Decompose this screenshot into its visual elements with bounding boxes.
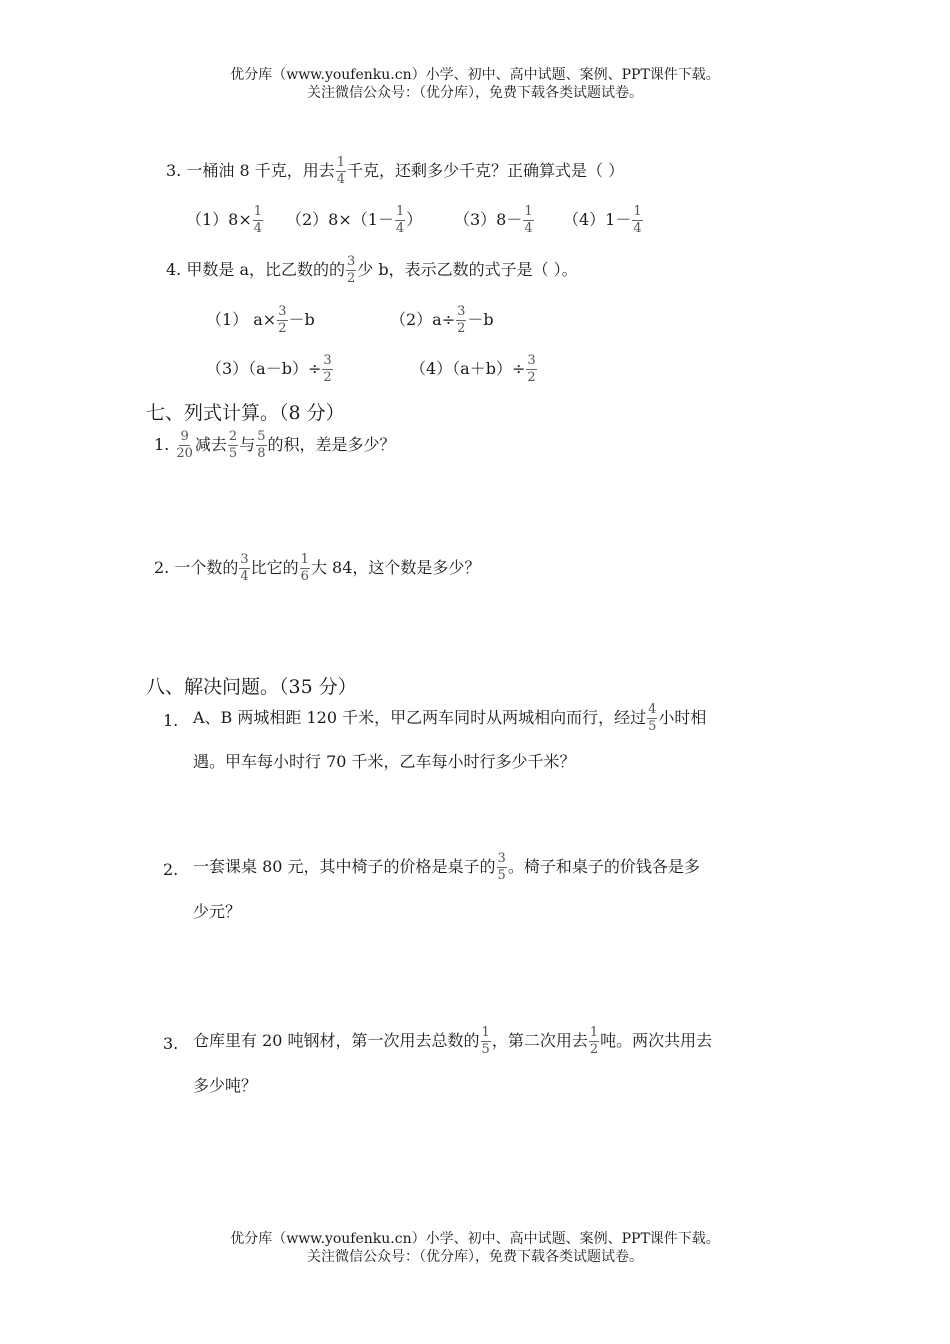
option-text: （3）（a－b）÷	[206, 359, 322, 378]
option-text: （4）（a＋b）÷	[410, 359, 526, 378]
problem-text: ，第二次用去	[491, 1031, 588, 1050]
section-8-problem-3-line-2: 多少吨？	[193, 1076, 258, 1095]
question-3	[166, 156, 624, 187]
fraction	[523, 205, 533, 236]
section-8-title: 八、解决问题。（35 分）	[146, 676, 357, 698]
fraction-denominator: 5	[228, 446, 238, 461]
question-3-option-3	[454, 205, 535, 236]
fraction-numerator: 1	[253, 204, 263, 219]
fraction-numerator: 1	[524, 204, 533, 219]
footer-line-1: 优分库（www.youfenku.cn）小学、初中、高中试题、案例、PPT课件下载。	[230, 1231, 720, 1247]
question-4-option-3	[206, 354, 334, 385]
fraction-denominator: 2	[278, 321, 287, 336]
fraction	[300, 553, 310, 584]
fraction-numerator: 3	[497, 851, 506, 866]
fraction-denominator: 2	[527, 370, 536, 385]
fraction	[395, 205, 405, 236]
option-text: ）	[406, 210, 423, 229]
fraction	[228, 430, 238, 461]
problem-text: 与	[239, 435, 256, 454]
question-4-text-post: 少 b，表示乙数的式子是（ ）。	[357, 260, 578, 279]
question-3-option-1	[186, 205, 264, 236]
fraction-numerator: 1	[395, 204, 405, 219]
problem-number: 2.	[163, 860, 179, 879]
fraction-numerator: 1	[336, 155, 345, 170]
fraction	[589, 1026, 599, 1057]
fraction-numerator: 3	[527, 353, 536, 368]
fraction-denominator: 2	[323, 370, 332, 385]
option-text: －b	[288, 310, 315, 329]
question-4-option-1	[206, 305, 315, 336]
fraction-denominator: 4	[524, 221, 533, 236]
fraction-denominator: 5	[497, 868, 506, 883]
fraction	[497, 852, 507, 883]
fraction-denominator: 4	[240, 569, 249, 584]
fraction-numerator: 3	[457, 304, 466, 319]
option-text: （3）8－	[454, 210, 523, 229]
section-8-problem-1-line-1	[193, 703, 706, 734]
problem-text: 的积，差是多少？	[267, 435, 396, 454]
fraction	[526, 354, 536, 385]
problem-number: 1.	[163, 711, 179, 730]
section-8-problem-2-line-2: 少元？	[193, 902, 242, 921]
fraction	[481, 1026, 491, 1057]
fraction-denominator: 4	[633, 221, 642, 236]
fraction	[346, 255, 356, 286]
fraction-denominator: 2	[589, 1042, 599, 1057]
header-line-2: 关注微信公众号：（优分库），免费下载各类试题试卷。	[307, 85, 643, 101]
fraction-denominator: 6	[300, 569, 309, 584]
problem-text: 一套课桌 80 元，其中椅子的价格是桌子的	[193, 857, 496, 876]
fraction-numerator: 5	[257, 429, 266, 444]
problem-text: 吨。两次共用去	[600, 1031, 713, 1050]
fraction	[336, 156, 346, 187]
fraction-denominator: 4	[395, 221, 405, 236]
fraction	[239, 553, 249, 584]
fraction	[256, 430, 266, 461]
fraction-denominator: 4	[253, 221, 263, 236]
question-3-text-pre: 3. 一桶油 8 千克，用去	[166, 161, 335, 180]
problem-number: 3.	[163, 1034, 179, 1053]
fraction-denominator: 4	[336, 172, 345, 187]
fraction-numerator: 3	[278, 304, 287, 319]
option-text: －b	[467, 310, 494, 329]
option-text: （1） a×	[206, 310, 277, 329]
fraction-numerator: 1	[633, 204, 642, 219]
question-4-option-4	[410, 354, 538, 385]
section-8-problem-1-line-2: 遇。甲车每小时行 70 千米，乙车每小时行多少千米？	[193, 752, 576, 771]
fraction	[647, 703, 657, 734]
problem-number: 1.	[154, 435, 175, 454]
problem-text: 小时相	[658, 708, 707, 727]
problem-text: 2. 一个数的	[154, 558, 239, 577]
fraction	[277, 305, 287, 336]
option-text: （1）8×	[186, 210, 252, 229]
problem-text: 仓库里有 20 吨钢材，第一次用去总数的	[193, 1031, 480, 1050]
question-4-text-pre: 4. 甲数是 a，比乙数的的	[166, 260, 345, 279]
problem-text: 比它的	[250, 558, 299, 577]
problem-text: 减去	[194, 435, 227, 454]
question-4-option-2	[390, 305, 494, 336]
fraction-numerator: 9	[180, 429, 189, 444]
question-4	[166, 255, 578, 286]
fraction-numerator: 4	[648, 702, 657, 717]
fraction-denominator: 5	[481, 1042, 490, 1057]
question-3-text-post: 千克，还剩多少千克？正确算式是（ ）	[347, 161, 625, 180]
fraction-numerator: 1	[300, 552, 309, 567]
footer-line-2: 关注微信公众号：（优分库），免费下载各类试题试卷。	[307, 1249, 643, 1265]
problem-text: 大 84，这个数是多少？	[310, 558, 481, 577]
fraction-numerator: 3	[240, 552, 249, 567]
fraction	[322, 354, 332, 385]
section-7-title: 七、列式计算。（8 分）	[146, 402, 345, 424]
section-8-problem-2-line-1	[193, 852, 700, 883]
question-3-option-2	[286, 205, 422, 236]
fraction	[632, 205, 642, 236]
fraction-denominator: 8	[257, 446, 266, 461]
problem-text: A、B 两城相距 120 千米，甲乙两车同时从两城相向而行，经过	[193, 708, 647, 727]
fraction-denominator: 2	[457, 321, 466, 336]
fraction-numerator: 1	[589, 1025, 599, 1040]
option-text: （4）1－	[563, 210, 632, 229]
option-text: （2）a÷	[390, 310, 456, 329]
fraction-denominator: 2	[346, 271, 356, 286]
section-8-problem-3-line-1	[193, 1026, 712, 1057]
fraction-numerator: 1	[481, 1025, 490, 1040]
fraction-numerator: 3	[323, 353, 332, 368]
fraction	[456, 305, 466, 336]
fraction	[175, 430, 194, 461]
option-text: （2）8×（1－	[286, 210, 394, 229]
fraction	[253, 205, 263, 236]
fraction-denominator: 20	[176, 446, 193, 461]
section-7-problem-2	[154, 553, 480, 584]
fraction-numerator: 3	[346, 254, 356, 269]
problem-text: 。椅子和桌子的价钱各是多	[507, 857, 700, 876]
question-3-option-4	[563, 205, 644, 236]
fraction-denominator: 5	[648, 719, 657, 734]
fraction-numerator: 2	[228, 429, 238, 444]
header-line-1: 优分库（www.youfenku.cn）小学、初中、高中试题、案例、PPT课件下载。	[230, 67, 720, 83]
section-7-problem-1	[154, 430, 396, 461]
